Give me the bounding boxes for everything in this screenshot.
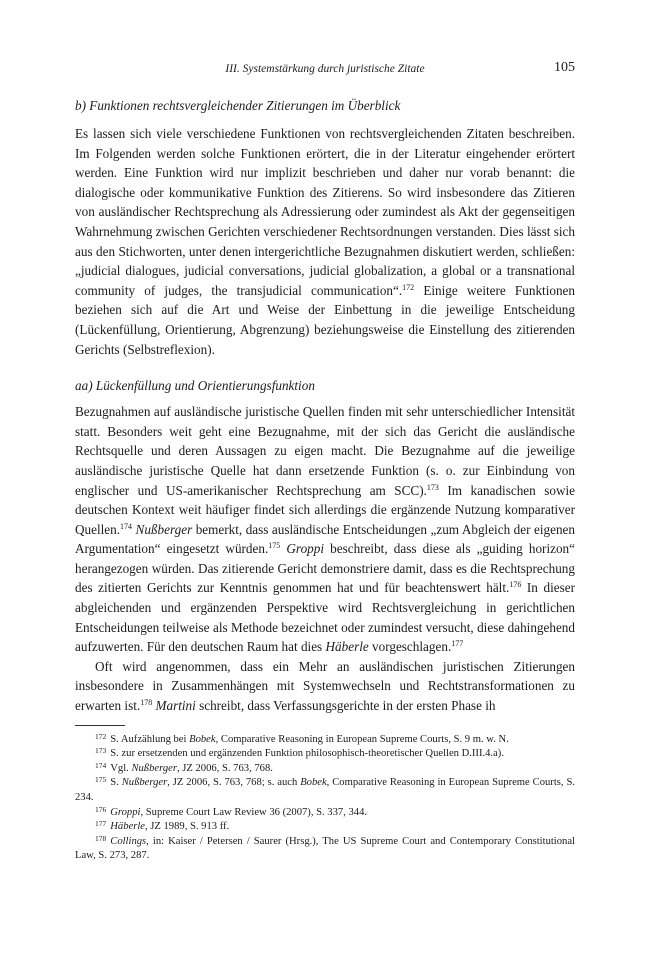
section-heading: b) Funktionen rechtsvergleichender Zitierungen im Überblick [75, 98, 401, 113]
text-span: bemerkt, dass ausländische Entscheidungen „zum Abgleich der eigenen Argumentation“ eingesetzt würden. [75, 521, 575, 557]
footnote-number: 174 [95, 760, 107, 770]
text-span: , JZ 2006, S. 763, 768. [176, 762, 273, 774]
footnote-number: 178 [95, 833, 107, 843]
text-span: schreibt, dass Verfassungsgerichte in der ersten Phase ih [195, 698, 496, 714]
running-header [75, 60, 575, 80]
text-span: Einige weitere Funktionen beziehen sich auf die Art und Weise der Einbettung in die jeweilige Entscheidung (Lückenfüllung, Orientierung, Abgrenzung) beziehungsweise die Einstellung des zitierenden Gerichts (Selbstreflexion). [75, 282, 575, 357]
footnote-number: 177 [95, 819, 107, 829]
footnote-178 [75, 835, 575, 864]
footnote-176 [75, 806, 575, 821]
author-name: Häberle [110, 821, 145, 833]
subsection-heading: aa) Lückenfüllung und Orientierungsfunktion [75, 378, 315, 394]
text-span: S. zur ersetzenden und ergänzenden Funktion philosophisch-theoretischer Quellen D.III.4.a). [110, 748, 504, 760]
running-title: III. Systemstärkung durch juristische Zitate [225, 63, 425, 75]
footnote-ref-176[interactable]: 176 [509, 580, 522, 590]
text-span: beschreibt, dass diese als „guiding horizon“ herangezogen würden. Das zitierende Gericht demonstriere damit, dass es die Rechtsprechung des zitierten Gerichts zur Kenntnis genommen hat und für beachtenswert hält. [75, 541, 576, 596]
text-span: , in: Kaiser / Petersen / Saurer (Hrsg.), The US Supreme Court and Contemporary Constitutional Law, S. 273, 287. [75, 835, 575, 862]
text-span: , Supreme Court Law Review 36 (2007), S. 337, 344. [140, 806, 368, 818]
footnote-ref-174[interactable]: 174 [120, 521, 133, 531]
text-span: vorgeschlagen. [368, 639, 452, 655]
author-name: Collings [110, 835, 147, 847]
text-span: , JZ 2006, S. 763, 768; s. auch [167, 777, 301, 789]
footnote-ref-173[interactable]: 173 [426, 482, 439, 492]
text-span: Im kanadischen sowie deutschen Kontext weit häufiger findet sich allerdings die ergänzende Nutzung komparativer Quellen. [75, 482, 575, 537]
footnote-divider [75, 725, 125, 726]
author-name: Bobek [189, 733, 216, 745]
author-name: Groppi [110, 806, 141, 818]
text-span: Bezugnahmen auf ausländische juristische Quellen finden mit sehr unterschiedlicher Intensität statt. Besonders weit geht eine Bezugnahme, mit der sich das Gericht die ausländische Rechtsquelle und deren Aussagen zu eigen macht. Die Bezugnahme auf die jeweilige ausländische juristische Quelle hat dann ersetzende Funktion (s. o. zur Einbindung von englischer und US-amerikanischer Rechtsprechung am SCC). [75, 404, 575, 498]
footnote-ref-175[interactable]: 175 [268, 541, 281, 551]
body-text [75, 96, 575, 864]
footnote-172 [75, 733, 575, 748]
text-span: S. [110, 777, 122, 789]
text-span: Oft wird angenommen, dass ein Mehr an ausländischen juristischen Zitierungen insbesondere in Zusammenhängen mit Systemwechseln und Rechtstransformationen zu erwarten ist. [75, 658, 575, 714]
footnote-173 [75, 747, 575, 762]
footnote-ref-172[interactable]: 172 [402, 282, 415, 292]
footnote-ref-177[interactable]: 177 [451, 639, 464, 649]
footnote-number: 172 [95, 731, 107, 741]
author-name: Nußberger [135, 521, 193, 537]
text-span: Es lassen sich viele verschiedene Funktionen von rechtsvergleichenden Zitaten beschreiben. Im Folgenden werden solche Funktionen erörtert, die in der Literatur eingehender erörtert werden. Eine Funktion wird nur implizit beschrieben und daher nur vorab benannt: die dialogische oder kommunikative Funktion des Zitierens. So wird insbesondere das Zitieren von ausländischer Rechtsprechung als Adressierung oder zumindest als Akt der gegenseitigen Wahrnehmung zwischen Gerichten verschiedener Rechtsordnungen verstanden. Dies lässt sich aus den Stichworten, unter denen intergerichtliche Bezugnahmen diskutiert werden, schließen: „judicial dialogues, judicial conversations, judicial globalization, a global or a transnational community of judges, the transjudicial communication“. [75, 126, 575, 298]
footnote-number: 173 [95, 746, 107, 756]
author-name: Häberle [325, 639, 369, 655]
text-span: Vgl. [110, 762, 132, 774]
footnote-number: 175 [95, 775, 107, 785]
paragraph-3 [75, 657, 575, 716]
text-span: , Comparative Reasoning in European Supreme Courts, S. 9 m. w. N. [215, 733, 509, 745]
footnotes [75, 733, 575, 864]
page-number: 105 [554, 60, 575, 75]
paragraph-2 [75, 402, 575, 657]
footnote-number: 176 [95, 804, 107, 814]
author-name: Nußberger [121, 777, 168, 789]
author-name: Groppi [286, 541, 325, 557]
text-span: , JZ 1989, S. 913 ff. [144, 821, 230, 833]
author-name: Martini [155, 698, 196, 714]
footnote-ref-178[interactable]: 178 [140, 698, 153, 708]
paragraph-1 [75, 124, 575, 359]
footnote-177 [75, 820, 575, 835]
text-span: S. Aufzählung bei [110, 733, 190, 745]
text-span: , Comparative Reasoning in European Supreme Courts, S. 234. [75, 777, 575, 803]
footnote-175 [75, 776, 575, 805]
author-name: Nußberger [131, 762, 177, 774]
text-span: In dieser abgleichenden und ergänzenden Perspektive wird Rechtsvergleichung in gerichtlichen Entscheidungen teilweise als Methode bezeichnet oder zumindest versucht, diese dahingehend aufzuwerten. Für den deutschen Raum hat dies [75, 580, 575, 655]
footnote-174 [75, 762, 575, 777]
author-name: Bobek [300, 777, 327, 789]
